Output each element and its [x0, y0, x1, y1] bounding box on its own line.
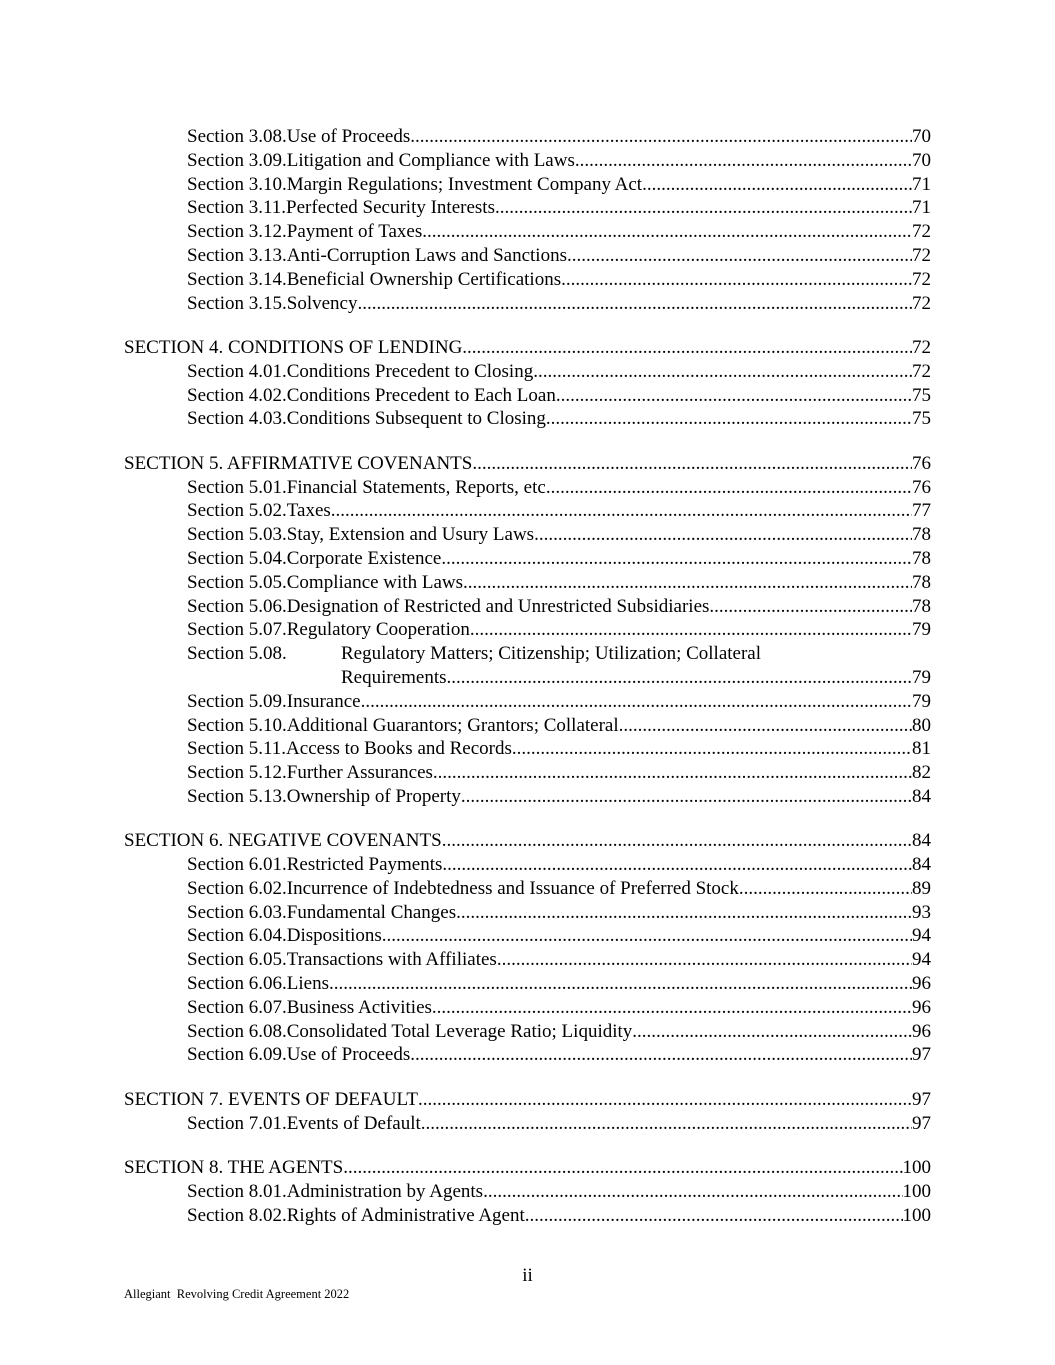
- toc-entry-title: Litigation and Compliance with Laws: [286, 149, 575, 171]
- toc-entry[interactable]: [124, 690, 931, 714]
- toc-entry-number: Section 5.03.: [187, 524, 287, 546]
- toc-entry-number: Section 6.02.: [187, 877, 287, 899]
- toc-entry-number: Section 5.01.: [187, 476, 287, 498]
- toc-entry-number: Section 6.07.: [187, 996, 287, 1018]
- table-of-contents: [124, 125, 931, 1248]
- toc-heading-page: 97: [912, 1088, 931, 1110]
- dot-leader: [619, 714, 912, 738]
- toc-entry[interactable]: [124, 948, 931, 972]
- toc-heading-title: SECTION 8. THE AGENTS: [124, 1157, 344, 1179]
- toc-entry-page: 97: [912, 1112, 931, 1134]
- toc-entry-page: 79: [912, 619, 931, 641]
- toc-entry-title: Compliance with Laws: [286, 571, 463, 593]
- toc-entry-page: 81: [912, 738, 931, 760]
- dot-leader: [442, 853, 912, 877]
- toc-section-heading[interactable]: [124, 336, 931, 360]
- toc-section-heading[interactable]: [124, 1156, 931, 1180]
- toc-entry-number: Section 5.09.: [187, 690, 287, 712]
- toc-entry-title: Fundamental Changes: [286, 901, 457, 923]
- toc-entry-page: 75: [912, 408, 931, 430]
- toc-entry-page: 70: [912, 126, 931, 147]
- dot-leader: [463, 571, 912, 595]
- toc-entry[interactable]: [124, 292, 931, 316]
- toc-entry[interactable]: [124, 149, 931, 173]
- toc-entry-number: Section 8.01.: [187, 1180, 287, 1202]
- toc-entry-page: 78: [912, 547, 931, 569]
- toc-entry-wrapped[interactable]: [124, 642, 931, 666]
- toc-entry[interactable]: [124, 924, 931, 948]
- toc-entry[interactable]: [124, 737, 931, 761]
- toc-entry-number: Section 5.05.: [187, 571, 287, 593]
- toc-block-section-3: [124, 125, 931, 315]
- toc-entry-title: Regulatory Cooperation: [286, 619, 470, 641]
- toc-entry-number: Section 6.03.: [187, 901, 287, 923]
- toc-entry-title: Further Assurances: [286, 762, 433, 784]
- toc-entry[interactable]: [124, 476, 931, 500]
- dot-leader: [418, 1088, 912, 1112]
- toc-entry-title: Access to Books and Records: [286, 738, 512, 760]
- dot-leader: [329, 972, 912, 996]
- toc-entry-number: Section 5.07.: [187, 619, 287, 641]
- toc-entry-number: Section 5.04.: [187, 547, 287, 569]
- toc-entry[interactable]: [124, 499, 931, 523]
- toc-entry-page: 72: [912, 244, 931, 266]
- toc-entry-page: 84: [912, 785, 931, 807]
- toc-block-section-7: [124, 1088, 931, 1136]
- toc-heading-title: SECTION 5. AFFIRMATIVE COVENANTS: [124, 452, 473, 474]
- toc-entry-page: 96: [912, 996, 931, 1018]
- toc-entry[interactable]: [124, 761, 931, 785]
- toc-entry-page: 72: [912, 221, 931, 243]
- toc-heading-title: SECTION 4. CONDITIONS OF LENDING: [124, 336, 463, 358]
- toc-entry-title: Regulatory Matters; Citizenship; Utilization; Collateral: [341, 643, 762, 665]
- toc-entry-title: Stay, Extension and Usury Laws: [286, 524, 535, 546]
- dot-leader: [472, 452, 912, 476]
- dot-leader: [497, 948, 912, 972]
- toc-entry-page: 72: [912, 292, 931, 314]
- toc-entry[interactable]: [124, 785, 931, 809]
- toc-entry-page: 71: [912, 173, 931, 195]
- toc-entry-number: Section 3.12.: [187, 221, 287, 243]
- toc-entry[interactable]: [124, 996, 931, 1020]
- toc-entry[interactable]: [124, 407, 931, 431]
- toc-heading-title: SECTION 7. EVENTS OF DEFAULT: [124, 1088, 418, 1110]
- toc-entry[interactable]: [124, 196, 931, 220]
- dot-leader: [331, 499, 912, 523]
- toc-entry[interactable]: [124, 618, 931, 642]
- toc-entry-number: Section 5.06.: [187, 595, 287, 617]
- dot-leader: [357, 292, 912, 316]
- dot-leader: [525, 1204, 903, 1228]
- toc-entry-title: Perfected Security Interests: [286, 197, 495, 219]
- toc-section-heading[interactable]: [124, 829, 931, 853]
- toc-entry-continuation[interactable]: [124, 666, 931, 690]
- toc-entry-title: Payment of Taxes: [286, 221, 423, 243]
- dot-leader: [567, 244, 912, 268]
- toc-entry-number: Section 4.03.: [187, 408, 287, 430]
- toc-entry-number: Section 3.09.: [187, 149, 287, 171]
- dot-leader: [441, 547, 912, 571]
- toc-entry-title: Solvency: [286, 292, 358, 314]
- toc-entry-page: 96: [912, 1020, 931, 1042]
- dot-leader: [421, 1112, 912, 1136]
- dot-leader: [709, 595, 912, 619]
- toc-entry[interactable]: [124, 268, 931, 292]
- toc-entry-number: Section 5.02.: [187, 500, 287, 522]
- toc-entry-number: Section 6.05.: [187, 949, 287, 971]
- toc-entry-page: 79: [912, 690, 931, 712]
- toc-entry[interactable]: [124, 972, 931, 996]
- dot-leader: [422, 220, 912, 244]
- toc-entry-page: 100: [902, 1204, 931, 1226]
- toc-entry[interactable]: [124, 173, 931, 197]
- toc-entry[interactable]: [124, 595, 931, 619]
- toc-entry[interactable]: [124, 1180, 931, 1204]
- dot-leader: [534, 523, 912, 547]
- toc-entry-title: Conditions Subsequent to Closing: [286, 408, 546, 430]
- dot-leader: [410, 1043, 912, 1067]
- dot-leader: [533, 360, 912, 384]
- toc-entry-number: Section 6.01.: [187, 854, 287, 876]
- toc-entry-title: Corporate Existence: [286, 547, 442, 569]
- toc-entry[interactable]: [124, 220, 931, 244]
- dot-leader: [470, 618, 912, 642]
- toc-entry-page: 70: [912, 149, 931, 171]
- toc-entry-number: Section 6.06.: [187, 973, 287, 995]
- toc-entry-page: 78: [912, 595, 931, 617]
- toc-entry[interactable]: [124, 853, 931, 877]
- toc-entry-number: Section 4.01.: [187, 360, 287, 382]
- toc-block-section-6: [124, 829, 931, 1067]
- dot-leader: [382, 924, 912, 948]
- toc-entry-title: Use of Proceeds: [286, 126, 411, 147]
- toc-entry-title: Transactions with Affiliates: [286, 949, 497, 971]
- toc-entry[interactable]: [124, 877, 931, 901]
- toc-entry-number: Section 5.08.: [187, 643, 287, 665]
- toc-entry-page: 78: [912, 524, 931, 546]
- toc-entry-number: Section 3.10.: [187, 173, 287, 195]
- dot-leader: [495, 196, 912, 220]
- dot-leader: [433, 761, 912, 785]
- toc-entry-page: 94: [912, 949, 931, 971]
- toc-entry-page: 71: [912, 197, 931, 219]
- toc-entry[interactable]: [124, 1112, 931, 1136]
- dot-leader: [632, 1020, 912, 1044]
- toc-entry-number: Section 6.04.: [187, 925, 287, 947]
- dot-leader: [462, 336, 912, 360]
- toc-entry-title: Conditions Precedent to Each Loan: [286, 384, 556, 406]
- dot-leader: [456, 901, 912, 925]
- toc-entry-number: Section 7.01.: [187, 1112, 287, 1134]
- toc-entry-page: 80: [912, 714, 931, 736]
- dot-leader: [556, 384, 912, 408]
- toc-entry-page: 97: [912, 1044, 931, 1066]
- document-footer: Allegiant Revolving Credit Agreement 2022: [124, 1287, 350, 1301]
- dot-leader: [361, 690, 912, 714]
- toc-entry-page: 96: [912, 973, 931, 995]
- toc-entry-title: Designation of Restricted and Unrestricted Subsidiaries: [286, 595, 710, 617]
- toc-heading-title: SECTION 6. NEGATIVE COVENANTS: [124, 830, 442, 852]
- toc-entry-title: Ownership of Property: [286, 785, 461, 807]
- toc-entry-title: Consolidated Total Leverage Ratio; Liquidity: [286, 1020, 633, 1042]
- dot-leader: [343, 1156, 902, 1180]
- toc-entry-number: Section 5.13.: [187, 785, 287, 807]
- toc-entry-page: 84: [912, 854, 931, 876]
- toc-entry[interactable]: [124, 360, 931, 384]
- toc-entry[interactable]: [124, 1204, 931, 1228]
- toc-heading-page: 76: [912, 452, 931, 474]
- toc-entry-title: Insurance: [286, 690, 361, 712]
- toc-entry-title: Conditions Precedent to Closing: [286, 360, 534, 382]
- toc-heading-page: 72: [912, 336, 931, 358]
- toc-entry-title: Dispositions: [286, 925, 382, 947]
- toc-entry-page: 77: [912, 500, 931, 522]
- toc-entry-page: 94: [912, 925, 931, 947]
- toc-entry-title-continued: Requirements: [341, 666, 447, 688]
- page-number: ii: [522, 1265, 533, 1286]
- toc-entry-number: Section 3.08.: [187, 126, 287, 147]
- toc-entry-title: Events of Default: [286, 1112, 421, 1134]
- toc-entry-number: Section 3.13.: [187, 244, 287, 266]
- toc-entry-number: Section 8.02.: [187, 1204, 287, 1226]
- toc-entry-title: Use of Proceeds: [286, 1044, 411, 1066]
- toc-entry-title: Taxes: [286, 500, 331, 522]
- toc-entry-number: Section 4.02.: [187, 384, 287, 406]
- toc-entry-number: Section 5.11.: [187, 738, 287, 760]
- toc-entry-title: Liens: [286, 973, 329, 995]
- dot-leader: [461, 785, 912, 809]
- dot-leader: [551, 476, 912, 500]
- toc-entry[interactable]: [124, 244, 931, 268]
- toc-block-section-5: [124, 452, 931, 809]
- toc-entry-number: Section 5.10.: [187, 714, 287, 736]
- dot-leader: [642, 173, 912, 197]
- toc-entry-page: 82: [912, 762, 931, 784]
- toc-entry-title: Margin Regulations; Investment Company Act: [286, 173, 643, 195]
- toc-entry-title: Anti-Corruption Laws and Sanctions: [286, 244, 567, 266]
- dot-leader: [432, 996, 912, 1020]
- toc-entry-page: 72: [912, 360, 931, 382]
- toc-entry-page: 93: [912, 901, 931, 923]
- toc-entry-page: 76: [912, 476, 931, 498]
- toc-entry[interactable]: [124, 901, 931, 925]
- dot-leader: [575, 149, 912, 173]
- toc-entry-number: Section 3.15.: [187, 292, 287, 314]
- dot-leader: [546, 407, 912, 431]
- toc-heading-page: 84: [912, 830, 931, 852]
- toc-entry-page: 78: [912, 571, 931, 593]
- toc-entry-page: 100: [902, 1180, 931, 1202]
- toc-entry[interactable]: [124, 1043, 931, 1067]
- dot-leader: [410, 125, 912, 149]
- toc-entry-number: Section 3.11.: [187, 197, 287, 219]
- dot-leader: [739, 877, 912, 901]
- toc-entry-title: Beneficial Ownership Certifications: [286, 268, 562, 290]
- toc-heading-page: 100: [902, 1157, 931, 1179]
- toc-entry[interactable]: [124, 714, 931, 738]
- toc-entry-page: 75: [912, 384, 931, 406]
- toc-entry-number: Section 5.12.: [187, 762, 287, 784]
- toc-block-section-4: [124, 336, 931, 431]
- toc-entry-page: 89: [912, 877, 931, 899]
- toc-entry-title: Restricted Payments: [286, 854, 443, 876]
- toc-section-heading[interactable]: [124, 1088, 931, 1112]
- toc-entry-title: Financial Statements, Reports, etc.: [286, 476, 551, 498]
- dot-leader: [483, 1180, 902, 1204]
- dot-leader: [442, 829, 912, 853]
- toc-entry[interactable]: [124, 125, 931, 149]
- toc-entry[interactable]: [124, 523, 931, 547]
- dot-leader: [561, 268, 912, 292]
- toc-block-section-8: [124, 1156, 931, 1227]
- toc-section-heading[interactable]: [124, 452, 931, 476]
- toc-entry-title: Additional Guarantors; Grantors; Collateral: [286, 714, 619, 736]
- toc-entry-page: 79: [912, 666, 931, 688]
- dot-leader: [512, 737, 912, 761]
- toc-entry[interactable]: [124, 571, 931, 595]
- toc-entry[interactable]: [124, 1020, 931, 1044]
- toc-entry-number: Section 3.14.: [187, 268, 287, 290]
- toc-entry[interactable]: [124, 384, 931, 408]
- toc-entry-number: Section 6.08.: [187, 1020, 287, 1042]
- toc-entry-title: Administration by Agents: [286, 1180, 484, 1202]
- toc-entry-title: Business Activities: [286, 996, 432, 1018]
- toc-entry[interactable]: [124, 547, 931, 571]
- dot-leader: [447, 666, 912, 690]
- toc-entry-page: 72: [912, 268, 931, 290]
- toc-entry-number: Section 6.09.: [187, 1044, 287, 1066]
- toc-entry-title: Rights of Administrative Agent: [286, 1204, 525, 1226]
- toc-entry-title: Incurrence of Indebtedness and Issuance of Preferred Stock: [286, 877, 739, 899]
